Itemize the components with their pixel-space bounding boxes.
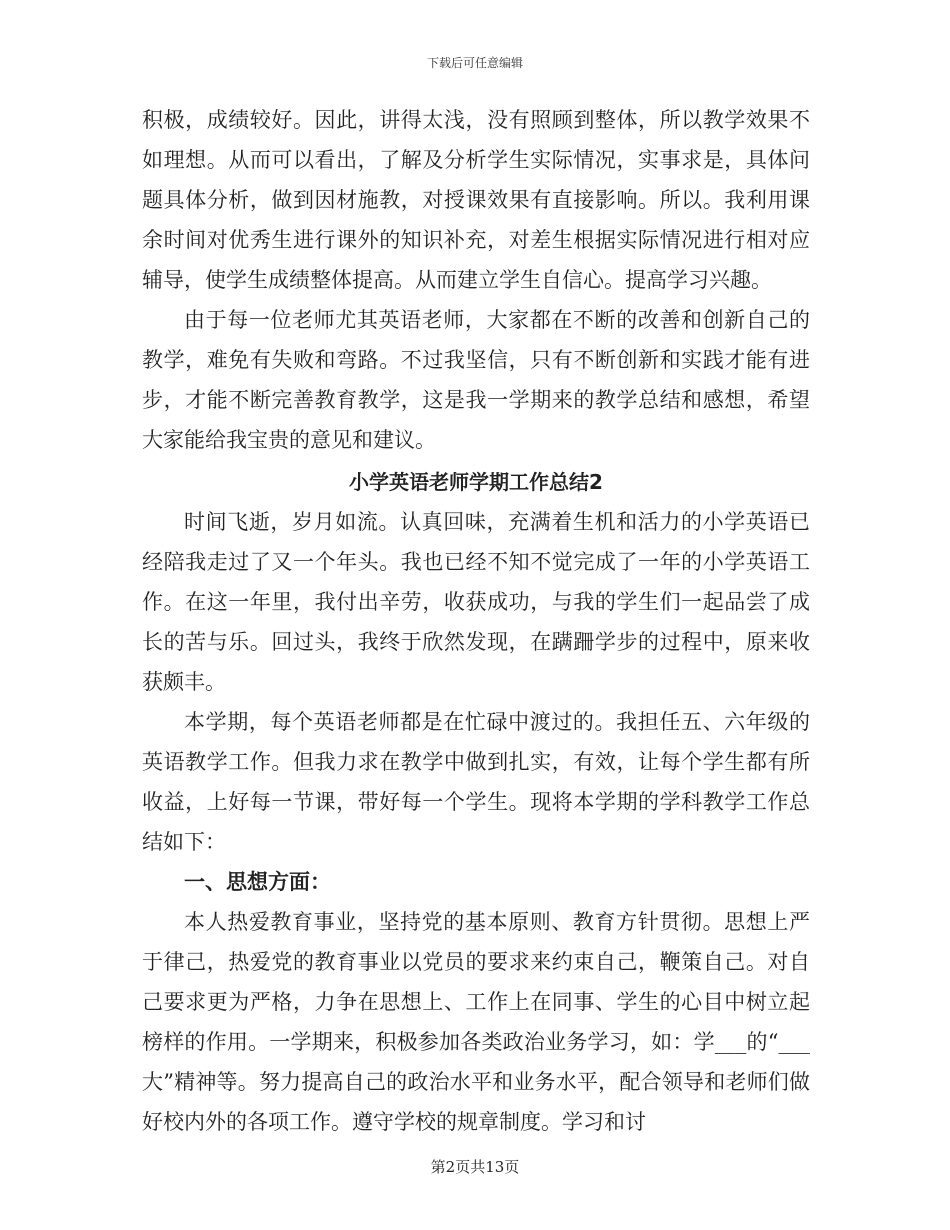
subheading: 一、思想方面：: [184, 870, 331, 894]
paragraph: 本人热爱教育事业，坚持党的基本原则、教育方针贯彻。思想上严于律己，热爱党的教育事业以党员的要求来约束自己，鞭策自己。对自己要求更为严格，力争在思想上、工作上在同事、学生的心目中树立起榜样的作用。一学期来，积极参加各类政治业务学习，如：学___的“___大”精神等。努力提高自己的政治水平和业务水平，配合领导和老师们做好校内外的各项工作。遵守学校的规章制度。学习和讨: [142, 910, 810, 1134]
page-header: 下载后可任意编辑: [426, 56, 523, 70]
paragraph: 积极，成绩较好。因此，讲得太浅，没有照顾到整体，所以教学效果不如理想。从而可以看出，了解及分析学生实际情况，实事求是，具体问题具体分析，做到因材施教，对授课效果有直接影响。所以。我利用课余时间对优秀生进行课外的知识补充，对差生根据实际情况进行相对应辅导，使学生成绩整体提高。从而建立学生自信心。提高学习兴趣。: [142, 108, 810, 292]
page-footer: 第2页共13页: [430, 1158, 520, 1176]
paragraph: 由于每一位老师尤其英语老师，大家都在不断的改善和创新自己的教学，难免有失败和弯路。不过我坚信，只有不断创新和实践才能有进步，才能不断完善教育教学，这是我一学期来的教学总结和感想，希望大家能给我宝贵的意见和建议。: [142, 308, 810, 452]
paragraph: 时间飞逝，岁月如流。认真回味，充满着生机和活力的小学英语已经陪我走过了又一个年头。我也已经不知不觉完成了一年的小学英语工作。在这一年里，我付出辛劳，收获成功，与我的学生们一起品尝了成长的苦与乐。回过头，我终于欣然发现，在蹒跚学步的过程中，原来收获颇丰。: [142, 510, 810, 694]
document-body: [142, 100, 810, 1142]
section-title: 小学英语老师学期工作总结2: [349, 470, 603, 494]
paragraph: 本学期，每个英语老师都是在忙碌中渡过的。我担任五、六年级的英语教学工作。但我力求在教学中做到扎实，有效，让每个学生都有所收益，上好每一节课，带好每一个学生。现将本学期的学科教学工作总结如下：: [142, 710, 810, 854]
